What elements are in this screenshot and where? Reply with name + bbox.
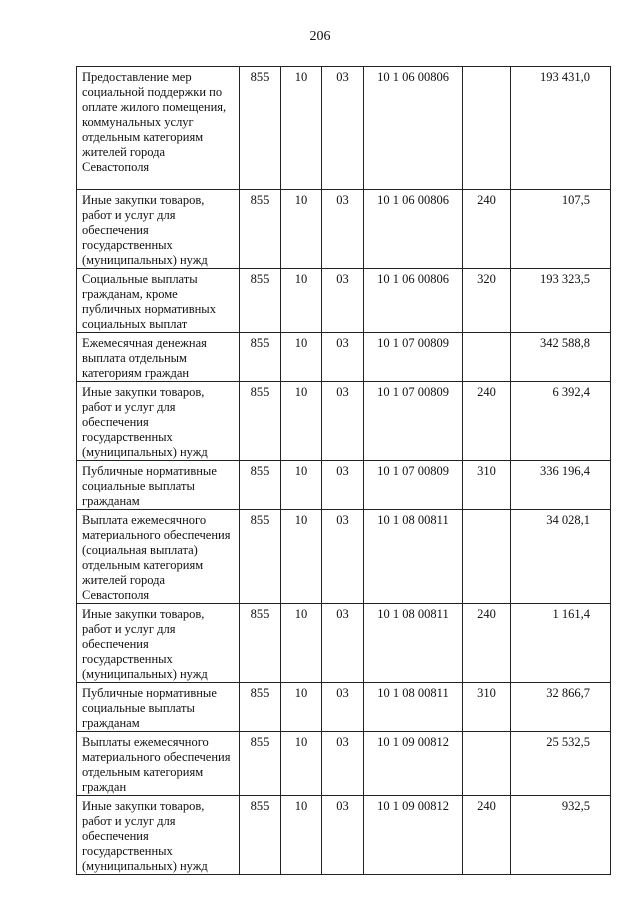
table-row: [77, 67, 611, 190]
table-row: [77, 333, 611, 382]
expense-name-cell: Выплаты ежемесячного материального обеспечения отдельным категориям граждан: [77, 732, 240, 796]
expense-type-cell: 310: [463, 683, 511, 732]
target-article-cell: 10 1 09 00812: [364, 796, 463, 875]
section-code-cell: 10: [281, 269, 322, 333]
table-row: [77, 510, 611, 604]
target-article-cell: 10 1 06 00806: [364, 269, 463, 333]
admin-code-cell: 855: [240, 190, 281, 269]
target-article-cell: 10 1 06 00806: [364, 67, 463, 190]
target-article-cell: 10 1 08 00811: [364, 510, 463, 604]
table-row: [77, 190, 611, 269]
section-code-cell: 10: [281, 683, 322, 732]
subsection-code-cell: 03: [322, 67, 364, 190]
expense-type-cell: 240: [463, 796, 511, 875]
section-code-cell: 10: [281, 510, 322, 604]
admin-code-cell: 855: [240, 796, 281, 875]
admin-code-cell: 855: [240, 461, 281, 510]
expense-type-cell: [463, 732, 511, 796]
table-row: [77, 604, 611, 683]
amount-cell: 6 392,4: [511, 382, 611, 461]
amount-cell: 336 196,4: [511, 461, 611, 510]
subsection-code-cell: 03: [322, 333, 364, 382]
target-article-cell: 10 1 08 00811: [364, 683, 463, 732]
expense-type-cell: [463, 510, 511, 604]
section-code-cell: 10: [281, 333, 322, 382]
amount-cell: 107,5: [511, 190, 611, 269]
expense-type-cell: 320: [463, 269, 511, 333]
expense-name-cell: Публичные нормативные социальные выплаты гражданам: [77, 683, 240, 732]
expense-name-cell: Предоставление мер социальной поддержки по оплате жилого помещения, коммунальных услуг отдельным категориям жителей города Севастополя: [77, 67, 240, 190]
table-row: [77, 461, 611, 510]
table-row: [77, 683, 611, 732]
section-code-cell: 10: [281, 796, 322, 875]
amount-cell: 1 161,4: [511, 604, 611, 683]
subsection-code-cell: 03: [322, 461, 364, 510]
subsection-code-cell: 03: [322, 382, 364, 461]
amount-cell: 193 323,5: [511, 269, 611, 333]
subsection-code-cell: 03: [322, 796, 364, 875]
subsection-code-cell: 03: [322, 269, 364, 333]
expense-type-cell: 240: [463, 382, 511, 461]
target-article-cell: 10 1 08 00811: [364, 604, 463, 683]
expense-name-cell: Ежемесячная денежная выплата отдельным категориям граждан: [77, 333, 240, 382]
table-row: [77, 269, 611, 333]
target-article-cell: 10 1 09 00812: [364, 732, 463, 796]
admin-code-cell: 855: [240, 67, 281, 190]
amount-cell: 342 588,8: [511, 333, 611, 382]
admin-code-cell: 855: [240, 269, 281, 333]
expense-name-cell: Социальные выплаты гражданам, кроме публичных нормативных социальных выплат: [77, 269, 240, 333]
admin-code-cell: 855: [240, 382, 281, 461]
table-row: [77, 732, 611, 796]
expense-type-cell: 310: [463, 461, 511, 510]
expense-name-cell: Иные закупки товаров, работ и услуг для обеспечения государственных (муниципальных) нужд: [77, 382, 240, 461]
table-row: [77, 796, 611, 875]
subsection-code-cell: 03: [322, 683, 364, 732]
section-code-cell: 10: [281, 67, 322, 190]
section-code-cell: 10: [281, 190, 322, 269]
expense-name-cell: Иные закупки товаров, работ и услуг для обеспечения государственных (муниципальных) нужд: [77, 190, 240, 269]
target-article-cell: 10 1 06 00806: [364, 190, 463, 269]
admin-code-cell: 855: [240, 732, 281, 796]
section-code-cell: 10: [281, 461, 322, 510]
expense-name-cell: Иные закупки товаров, работ и услуг для обеспечения государственных (муниципальных) нужд: [77, 604, 240, 683]
expense-type-cell: 240: [463, 604, 511, 683]
amount-cell: 32 866,7: [511, 683, 611, 732]
page-number: 206: [309, 29, 331, 44]
amount-cell: 932,5: [511, 796, 611, 875]
expense-name-cell: Иные закупки товаров, работ и услуг для обеспечения государственных (муниципальных) нужд: [77, 796, 240, 875]
admin-code-cell: 855: [240, 683, 281, 732]
amount-cell: 34 028,1: [511, 510, 611, 604]
subsection-code-cell: 03: [322, 604, 364, 683]
expense-type-cell: [463, 67, 511, 190]
subsection-code-cell: 03: [322, 190, 364, 269]
expense-type-cell: 240: [463, 190, 511, 269]
section-code-cell: 10: [281, 732, 322, 796]
admin-code-cell: 855: [240, 510, 281, 604]
amount-cell: 25 532,5: [511, 732, 611, 796]
expense-type-cell: [463, 333, 511, 382]
admin-code-cell: 855: [240, 333, 281, 382]
section-code-cell: 10: [281, 604, 322, 683]
target-article-cell: 10 1 07 00809: [364, 461, 463, 510]
subsection-code-cell: 03: [322, 510, 364, 604]
target-article-cell: 10 1 07 00809: [364, 333, 463, 382]
subsection-code-cell: 03: [322, 732, 364, 796]
budget-table: [76, 66, 611, 875]
amount-cell: 193 431,0: [511, 67, 611, 190]
table-row: [77, 382, 611, 461]
target-article-cell: 10 1 07 00809: [364, 382, 463, 461]
section-code-cell: 10: [281, 382, 322, 461]
expense-name-cell: Публичные нормативные социальные выплаты гражданам: [77, 461, 240, 510]
expense-name-cell: Выплата ежемесячного материального обеспечения (социальная выплата) отдельным категориям жителей города Севастополя: [77, 510, 240, 604]
admin-code-cell: 855: [240, 604, 281, 683]
